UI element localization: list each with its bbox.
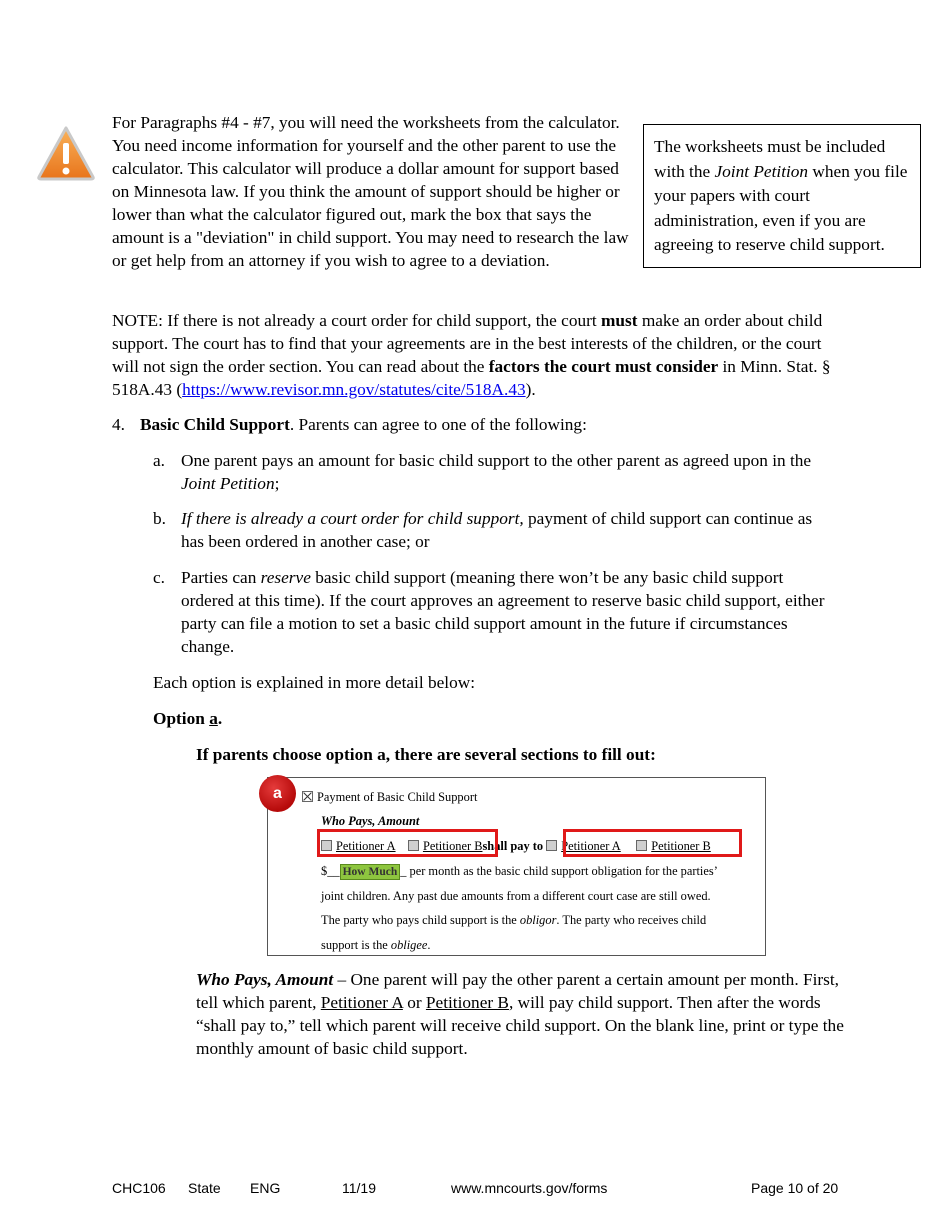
sidebox-text-1: The worksheets must be included with the — [654, 137, 886, 181]
excerpt-amount-line: $__ How Much _ per month as the basic child support obligation for the parties’ — [321, 864, 718, 878]
excerpt-line-6: support is the obligee. — [321, 938, 431, 952]
note-factors: factors the court must consider — [488, 357, 719, 376]
option-text: If there is already a court order for child support, payment of child support can continue as has been ordered in another case; or — [181, 509, 813, 551]
footer-url: www.mncourts.gov/forms — [451, 1180, 608, 1196]
note-text-4: ). — [525, 380, 536, 399]
footer-language: ENG — [250, 1180, 281, 1196]
note-text-1: NOTE: If there is not already a court order for child support, the court — [112, 311, 601, 330]
if-parents-heading: If parents choose option a, there are several sections to fill out: — [196, 745, 656, 764]
option-label: b. — [153, 509, 166, 528]
worksheets-note-box — [643, 124, 921, 268]
option-text: Parties can reserve basic child support (meaning there won’t be any basic child support ordered at this time). If the court approves an agreement to reserve basic child support, either party can file a motion to set a basic child support amount in the future if circumstances change. — [181, 568, 825, 656]
item-4-text: . Parents can agree to one of the following: — [289, 415, 587, 434]
payer-highlight-box — [317, 829, 498, 857]
who-pays-paragraph: Who Pays, Amount – One parent will pay the other parent a certain amount per month. First, tell which parent, Petitioner A or Petitioner B, will pay child support. Then after the words “shall pay to,” tell which parent will receive child support. On the blank line, print or type the monthly amount of basic child support. — [196, 970, 844, 1058]
checked-checkbox-icon — [302, 791, 313, 802]
sidebox-text-2: when you file your papers with court administration, even if you are agreeing to reserve child support. — [654, 161, 908, 254]
footer-state: State — [188, 1180, 221, 1196]
note-must: must — [601, 311, 638, 330]
excerpt-line-4: joint children. Any past due amounts from a different court case are still owed. — [321, 889, 711, 903]
warning-icon — [36, 125, 96, 181]
each-option-text: Each option is explained in more detail below: — [153, 673, 476, 692]
payee-highlight-box — [563, 829, 742, 857]
statute-link[interactable]: https://www.revisor.mn.gov/statutes/cite/518A.43 — [182, 380, 526, 399]
who-pays-heading: Who Pays, Amount — [196, 970, 334, 989]
footer-page-number: Page 10 of 20 — [751, 1180, 839, 1196]
option-badge: a — [259, 775, 296, 812]
footer-date: 11/19 — [342, 1180, 376, 1196]
note-paragraph — [112, 309, 842, 401]
note-text-3: in Minn. Stat. § 518A.43 ( — [112, 357, 831, 399]
excerpt-line-5: The party who pays child support is the obligor. The party who receives child — [321, 913, 707, 927]
item-4-number: 4. — [112, 415, 125, 434]
item-4-heading — [112, 413, 842, 436]
checkbox-icon — [546, 840, 557, 851]
footer-form-id: CHC106 — [112, 1180, 166, 1196]
note-text-2: make an order about child support. The court has to find that your agreements are in the best interests of the children, or the court will not sign the order section. You can read about the — [112, 311, 823, 376]
how-much-field: How Much — [340, 864, 401, 880]
excerpt-subheading: Who Pays, Amount — [321, 814, 420, 828]
option-a-heading: Option a. — [153, 709, 223, 728]
excerpt-checkbox-line: Payment of Basic Child Support — [302, 786, 477, 809]
option-text: One parent pays an amount for basic child support to the other parent as agreed upon in the Joint Petition; — [181, 451, 812, 493]
option-label: c. — [153, 568, 165, 587]
excerpt-payer-line: Petitioner A Petitioner Bshall pay to Petitioner A Petitioner B — [321, 835, 711, 858]
item-4-title: Basic Child Support — [140, 415, 290, 434]
sidebox-italic: Joint Petition — [714, 161, 809, 181]
intro-paragraph: For Paragraphs #4 - #7, you will need the worksheets from the calculator. You need income information for yourself and the other parent to use the calculator. This calculator will produce a dollar amount for support based on Minnesota law. If you think the amount of support should be higher or lower than what the calculator figured out, mark the box that says the amount is a "deviation" in child support. You may need to research the law or get help from an attorney if you wish to agree to a deviation. — [112, 113, 629, 270]
option-label: a. — [153, 451, 165, 470]
